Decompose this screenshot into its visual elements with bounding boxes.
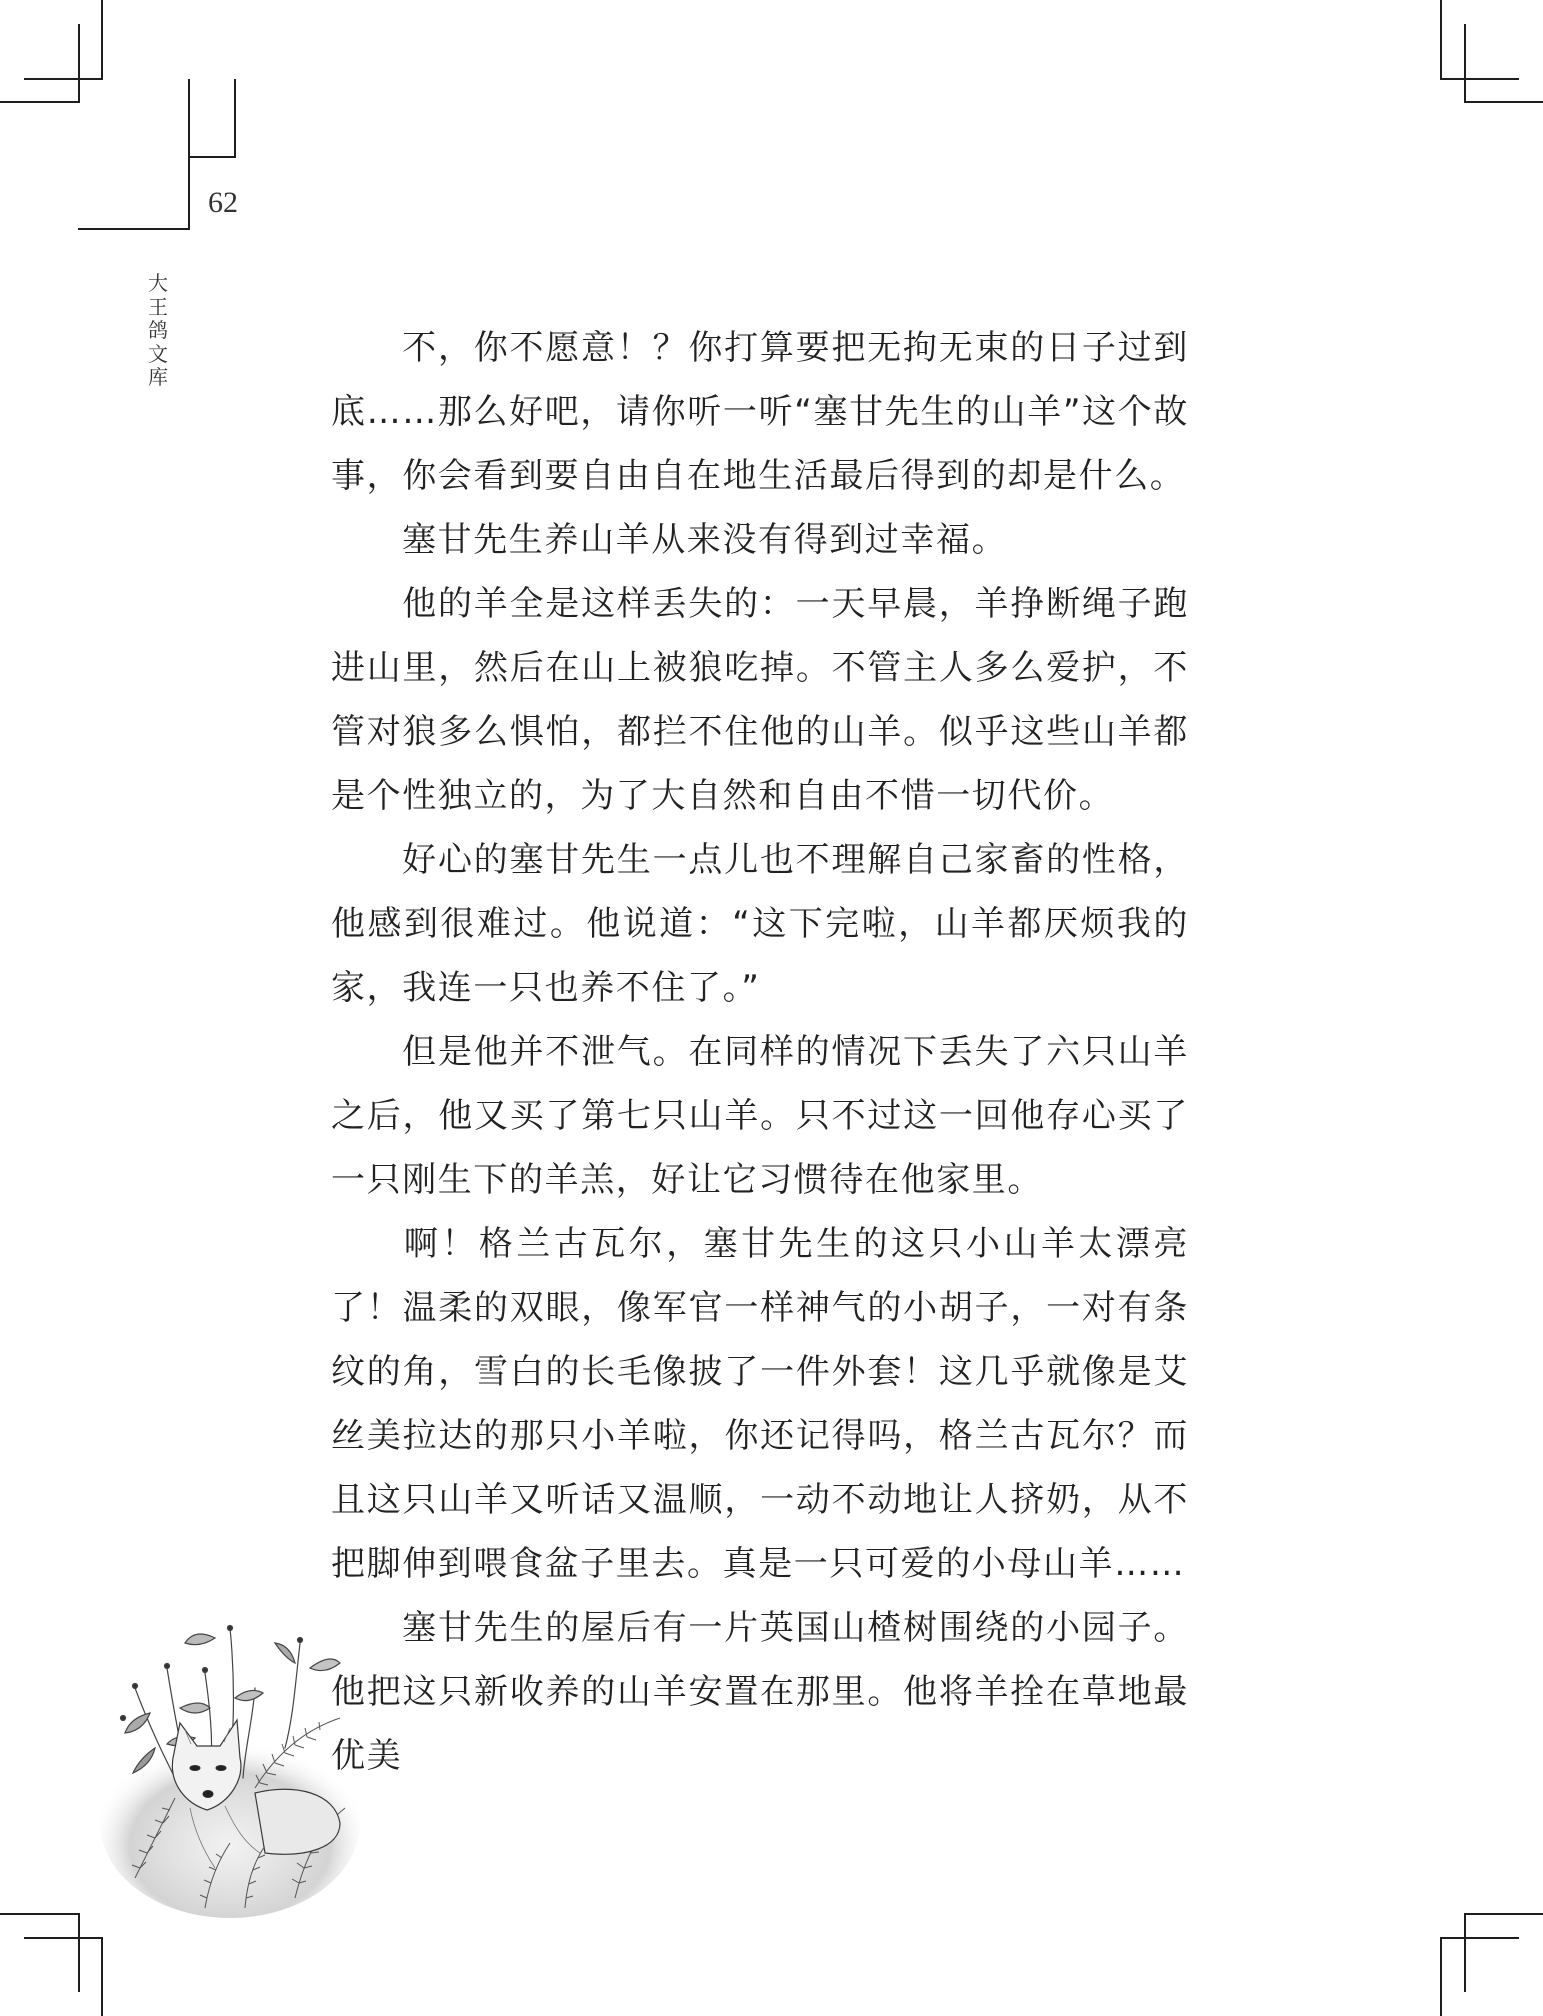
paragraph-text: 但是他并不泄气。在同样的情况下丢失了六只山羊之后，他又买了第七只山羊。只不过这一回他存心买了一只刚生下的羊羔，好让它习惯待在他家里。 <box>331 1032 1189 1200</box>
crop-mark <box>1440 78 1519 80</box>
header-rule-vertical <box>188 79 190 230</box>
paragraph-text: 好心的塞甘先生一点儿也不理解自己家畜的性格，他感到很难过。他说道：“这下完啦，山羊都厌烦我的家，我连一只也养不住了。” <box>331 840 1189 1008</box>
paragraph <box>331 1212 1189 1596</box>
paragraph-text: 他的羊全是这样丢失的：一天早晨，羊挣断绳子跑进山里，然后在山上被狼吃掉。不管主人多么爱护，不管对狼多么惧怕，都拦不住他的山羊。似乎这些山羊都是个性独立的，为了大自然和自由不惜一切代价。 <box>331 584 1189 816</box>
paragraph <box>331 1020 1189 1212</box>
paragraph <box>331 316 1189 508</box>
header-rule-vertical-short <box>234 79 236 158</box>
page-number: 62 <box>208 186 238 219</box>
paragraph-text: 啊！格兰古瓦尔，塞甘先生的这只小山羊太漂亮了！温柔的双眼，像军官一样神气的小胡子，一对有条纹的角，雪白的长毛像披了一件外套！这几乎就像是艾丝美拉达的那只小羊啦，你还记得吗，格兰古瓦尔？而且这只山羊又听话又温顺，一动不动地让人挤奶，从不把脚伸到喂食盆子里去。真是一只可爱的小母山羊…… <box>331 1224 1189 1584</box>
paragraph <box>331 572 1189 828</box>
crop-mark <box>1440 1937 1442 2016</box>
crop-mark <box>0 1913 79 1915</box>
crop-mark <box>1464 101 1543 103</box>
paragraph <box>331 508 1189 572</box>
header-rule-horizontal <box>78 228 189 230</box>
series-title-char: 文 <box>148 341 168 366</box>
paragraph-text: 塞甘先生养山羊从来没有得到过幸福。 <box>402 520 1008 560</box>
paragraph <box>331 1596 1189 1788</box>
crop-mark <box>101 1937 103 2016</box>
fox-illustration <box>95 1618 365 1918</box>
crop-mark <box>1440 1937 1519 1939</box>
paragraph-text: 不，你不愿意！？你打算要把无拘无束的日子过到底……那么好吧，请你听一听“塞甘先生的山羊”这个故事，你会看到要自由自在地生活最后得到的却是什么。 <box>331 328 1189 496</box>
crop-mark <box>1440 0 1442 79</box>
crop-mark <box>1464 24 1466 103</box>
crop-mark <box>24 1937 103 1939</box>
crop-mark <box>0 101 79 103</box>
series-title-char: 鸽 <box>148 318 168 342</box>
crop-mark <box>78 1913 80 1992</box>
paragraph <box>331 828 1189 1020</box>
series-title-char: 王 <box>148 294 168 319</box>
series-title <box>146 272 170 390</box>
header-rule-horizontal-short <box>188 156 236 158</box>
series-title-char: 库 <box>148 365 168 389</box>
series-title-char: 大 <box>148 271 168 295</box>
crop-mark <box>101 0 103 79</box>
crop-mark <box>24 78 103 80</box>
crop-mark <box>1464 1913 1543 1915</box>
paragraph-text: 塞甘先生的屋后有一片英国山楂树围绕的小园子。他把这只新收养的山羊安置在那里。他将羊拴在草地最优美 <box>331 1608 1189 1776</box>
crop-mark <box>78 24 80 103</box>
body-text <box>331 316 1189 1788</box>
crop-mark <box>1464 1913 1466 1992</box>
